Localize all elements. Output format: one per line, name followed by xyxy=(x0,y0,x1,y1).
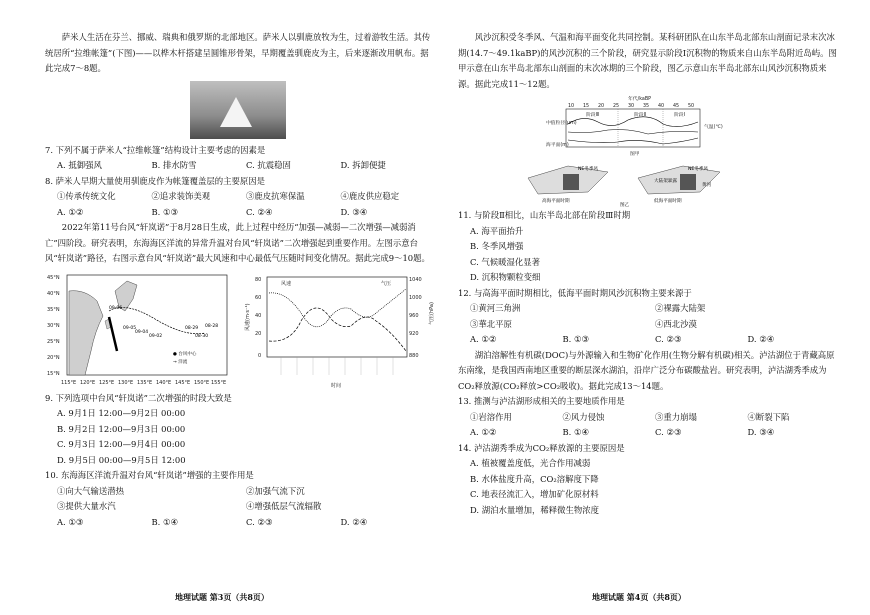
option-c[interactable]: C. 抗震稳固 xyxy=(246,160,291,170)
svg-text:130°E: 130°E xyxy=(118,379,134,386)
intro-sami: 萨米人生活在芬兰、挪威、瑞典和俄罗斯的北部地区。萨米人以驯鹿放牧为生，过着游牧生活。其传统居所“拉维帐篷”(下图)——以桦木杆搭建呈圆锥形骨架，早期覆盖驯鹿皮为主，后来逐渐改用帆布。据此完成7～8题。 xyxy=(45,32,431,73)
item-3: ③提供大量水汽 xyxy=(57,501,116,511)
svg-text:25°N: 25°N xyxy=(47,338,60,345)
svg-text:1000: 1000 xyxy=(408,294,422,301)
svg-text:年代/kaBP: 年代/kaBP xyxy=(628,97,652,102)
option-a[interactable]: A. ①③ xyxy=(57,516,84,527)
svg-text:NE冬季风: NE冬季风 xyxy=(688,167,709,172)
svg-text:20: 20 xyxy=(598,104,605,109)
page-footer-left: 地理试题 第3页（共8页） xyxy=(175,592,269,602)
item-4: ④增强低层气流辐散 xyxy=(246,501,322,511)
option-b[interactable]: B. ①④ xyxy=(151,516,178,527)
item-1: ①向大气输送潜热 xyxy=(57,485,124,496)
option-b[interactable]: B. ①③ xyxy=(151,206,178,217)
question-13: 13. 推测与泸沽湖形成相关的主要地质作用是 xyxy=(458,396,625,406)
svg-text:海平面(m): 海平面(m) xyxy=(546,143,569,148)
intro-typhoon: 2022年第11号台风“轩岚诺”于8月28日生成，此上过程中经历“加强—减弱—二次增强—减弱消亡”四阶段。研究表明，东海海区洋流的异常升温对台风“轩岚诺”二次增强起到重要作用。左图示意台风“轩岚诺”路径，右图示意台风“轩岚诺”最大风速和中心最低气压随时间变化情况。据此完成9～10题。 xyxy=(45,222,430,263)
svg-text:60: 60 xyxy=(254,294,261,301)
svg-text:气压(hPa): 气压(hPa) xyxy=(428,301,435,325)
svg-text:08-30: 08-30 xyxy=(195,333,209,339)
svg-text:880: 880 xyxy=(408,352,419,359)
svg-text:● 台风中心: ● 台风中心 xyxy=(173,351,197,357)
item-4: ④断裂下陷 xyxy=(747,411,790,422)
svg-text:45°N: 45°N xyxy=(47,274,60,281)
item-2: ②加强气流下沉 xyxy=(246,485,305,496)
question-7: 7. 下列不属于萨米人“拉维帐篷”结构设计主要考虑的因素是 xyxy=(45,144,266,155)
svg-text:阶段Ⅲ: 阶段Ⅲ xyxy=(586,113,599,118)
option-b[interactable]: B. ①④ xyxy=(562,427,589,437)
svg-text:→ 洋流: → 洋流 xyxy=(173,359,188,365)
svg-text:45: 45 xyxy=(673,104,680,109)
wind-pressure-timeseries xyxy=(241,271,436,391)
intro-lugu-lake: 湖泊溶解性有机碳(DOC)与外源输入和生物矿化作用(生物分解有机碳)相关。泸沽湖位于青藏高原东南缘，是我国西南地区重要的断层深水湖泊，沿岸广泛分布碳酸盐岩。研究表明，泸沽湖秀季成为CO₂释放源(CO₂释放>CO₂吸收)。据此完成13～14题。 xyxy=(458,349,835,391)
svg-text:115°E: 115°E xyxy=(61,379,77,386)
question-11: 11. 与阶段Ⅱ相比，山东半岛北部在阶段Ⅲ时期 xyxy=(458,210,631,220)
svg-text:40: 40 xyxy=(254,312,261,319)
option-b[interactable]: B. 水体盐度升高，CO₂溶解度下降 xyxy=(470,473,599,484)
question-10: 10. 东海海区洋流升温对台风“轩岚诺”增强的主要作用是 xyxy=(45,470,254,480)
option-c[interactable]: C. 地表径流汇入，增加矿化原材料 xyxy=(470,489,599,499)
svg-text:30°N: 30°N xyxy=(47,322,60,329)
question-7-options xyxy=(45,158,435,174)
svg-text:150°E: 150°E xyxy=(194,379,210,386)
option-b[interactable]: B. ①③ xyxy=(562,334,589,344)
item-4: ④鹿皮供应稳定 xyxy=(340,191,400,201)
svg-text:气压: 气压 xyxy=(380,280,391,287)
svg-text:阶段Ⅰ: 阶段Ⅰ xyxy=(674,113,686,118)
question-12-options xyxy=(458,332,840,348)
svg-text:气温(℃): 气温(℃) xyxy=(704,125,723,130)
svg-text:40: 40 xyxy=(658,104,665,109)
typhoon-track-map xyxy=(45,271,235,391)
item-1: ①传承传统文化 xyxy=(57,191,116,201)
item-2: ②裸露大陆架 xyxy=(655,303,706,313)
intro-aeolian: 风沙沉积受冬季风、气温和海平面变化共同控制。某科研团队在山东半岛北部东山剖面记录末次冰期(14.7～49.1kaBP)的风沙沉积的三个阶段，研究显示阶段Ⅰ沉积物的物质来自山东半岛附近岛屿。图甲示意在山东半岛北部东山剖面的末次冰期的三个阶段，图乙示意山东半岛北部东山风沙沉积物质来源。据此完成11～12题。 xyxy=(458,32,837,89)
svg-text:125°E: 125°E xyxy=(99,379,115,386)
svg-text:135°E: 135°E xyxy=(137,379,153,386)
question-10-options xyxy=(45,515,435,531)
question-12-items-row2 xyxy=(458,317,840,333)
svg-text:10: 10 xyxy=(568,104,575,109)
svg-text:30: 30 xyxy=(628,104,635,109)
item-3: ③華北平原 xyxy=(470,318,512,329)
svg-text:09-06: 09-06 xyxy=(109,305,123,311)
svg-text:920: 920 xyxy=(408,330,419,337)
svg-text:20°N: 20°N xyxy=(47,354,60,361)
figure-jia-profile xyxy=(458,94,840,156)
item-2: ②风力侵蚀 xyxy=(562,411,605,422)
figure-yi-source xyxy=(458,158,840,208)
svg-text:NE冬季风: NE冬季风 xyxy=(578,167,599,172)
svg-text:风速: 风速 xyxy=(280,280,291,287)
option-d[interactable]: D. 拆卸便捷 xyxy=(340,160,386,170)
lavvu-tent-photo xyxy=(190,81,286,139)
question-9: 9. 下列选项中台风“轩岚诺”二次增强的时段大致是 xyxy=(45,392,232,403)
svg-text:15: 15 xyxy=(583,104,590,109)
item-3: ③重力崩塌 xyxy=(655,411,697,422)
svg-text:50: 50 xyxy=(688,104,695,109)
item-2: ②追求装饰美观 xyxy=(151,191,211,201)
option-d[interactable]: D. ②④ xyxy=(747,334,775,344)
svg-text:时间: 时间 xyxy=(330,382,341,389)
svg-text:145°E: 145°E xyxy=(175,379,191,386)
svg-text:155°E: 155°E xyxy=(211,379,227,386)
option-c[interactable]: C. ②③ xyxy=(655,334,682,344)
svg-text:09-02: 09-02 xyxy=(149,333,163,339)
item-1: ①岩溶作用 xyxy=(470,411,512,422)
option-c[interactable]: C. ②④ xyxy=(246,206,273,217)
left-column xyxy=(45,30,435,530)
option-d[interactable]: D. 沉积物颗粒变细 xyxy=(470,272,541,282)
svg-text:大陆架暴露: 大陆架暴露 xyxy=(654,179,677,184)
svg-text:80: 80 xyxy=(254,276,261,283)
question-14: 14. 泸沽湖秀季成为CO₂释放源的主要原因是 xyxy=(458,442,625,453)
option-c[interactable]: C. 气候暖湿化显著 xyxy=(470,256,541,267)
option-a[interactable]: A. ①② xyxy=(57,206,84,217)
option-d[interactable]: D. ②④ xyxy=(340,516,368,527)
svg-text:35°N: 35°N xyxy=(47,306,60,313)
item-4: ④西北沙漠 xyxy=(655,318,697,329)
option-a[interactable]: A. 植被覆盖度低，光合作用减弱 xyxy=(470,458,591,468)
option-a[interactable]: A. 9月1日 12:00—9月2日 00:00 xyxy=(57,408,186,418)
svg-text:09-05: 09-05 xyxy=(123,325,137,331)
svg-text:35: 35 xyxy=(643,104,650,109)
option-a[interactable]: A. 抵御强风 xyxy=(57,160,102,170)
svg-text:高海平面时期: 高海平面时期 xyxy=(542,199,570,204)
option-c[interactable]: C. ②③ xyxy=(246,516,273,527)
svg-text:图甲: 图甲 xyxy=(630,152,640,156)
option-d[interactable]: D. ③④ xyxy=(340,206,368,217)
option-a[interactable]: A. ①② xyxy=(470,427,497,437)
svg-text:120°E: 120°E xyxy=(80,379,96,386)
option-c[interactable]: C. ②③ xyxy=(655,427,682,437)
question-8-items xyxy=(45,189,435,205)
question-10-items-row2 xyxy=(45,499,435,515)
svg-text:09-04: 09-04 xyxy=(135,329,149,335)
question-13-items xyxy=(458,410,840,426)
question-10-items-row1 xyxy=(45,484,435,500)
right-column xyxy=(458,30,840,518)
question-12: 12. 与高海平面时期相比，低海平面时期风沙沉积物主要来源于 xyxy=(458,287,692,298)
svg-text:140°E: 140°E xyxy=(156,379,172,386)
question-12-items-row1 xyxy=(458,301,840,317)
option-a[interactable]: A. 海平面抬升 xyxy=(470,225,524,236)
option-b[interactable]: B. 9月2日 12:00—9月3日 00:00 xyxy=(57,423,186,434)
svg-text:低海平面时期: 低海平面时期 xyxy=(654,199,682,204)
svg-text:40°N: 40°N xyxy=(47,290,60,297)
svg-text:中值粒径(μm): 中值粒径(μm) xyxy=(546,121,577,126)
svg-text:1040: 1040 xyxy=(408,276,422,283)
svg-text:960: 960 xyxy=(408,312,419,319)
option-d[interactable]: D. 湖泊水量增加，稀释微生物浓度 xyxy=(470,504,599,515)
option-b[interactable]: B. 排水防雪 xyxy=(151,160,197,170)
svg-text:图乙: 图乙 xyxy=(620,203,630,208)
svg-text:15°N: 15°N xyxy=(47,370,60,377)
option-d[interactable]: D. 9月5日 00:00—9月5日 12:00 xyxy=(57,454,186,465)
svg-text:0: 0 xyxy=(257,352,261,359)
typhoon-figures xyxy=(45,271,435,391)
svg-text:25: 25 xyxy=(613,104,620,109)
question-13-options xyxy=(458,425,840,441)
svg-text:08-28: 08-28 xyxy=(205,323,219,329)
svg-text:阶段Ⅱ: 阶段Ⅱ xyxy=(634,113,646,118)
item-3: ③鹿皮抗寒保温 xyxy=(246,191,305,201)
svg-text:风速(m·s⁻¹): 风速(m·s⁻¹) xyxy=(244,302,251,331)
svg-text:08-29: 08-29 xyxy=(185,325,199,331)
svg-text:20: 20 xyxy=(254,330,261,337)
item-1: ①黄河三角洲 xyxy=(470,303,521,313)
question-8-options xyxy=(45,205,435,221)
question-8: 8. 萨米人早期大量使用驯鹿皮作为帐篷覆盖层的主要原因是 xyxy=(45,175,266,186)
svg-text:黄河: 黄河 xyxy=(702,183,712,188)
page-footer-right: 地理试题 第4页（共8页） xyxy=(592,592,686,602)
option-c[interactable]: C. 9月3日 12:00—9月4日 00:00 xyxy=(57,439,186,449)
option-d[interactable]: D. ③④ xyxy=(747,427,775,437)
option-a[interactable]: A. ①② xyxy=(470,334,497,344)
option-b[interactable]: B. 冬季风增强 xyxy=(470,241,524,251)
